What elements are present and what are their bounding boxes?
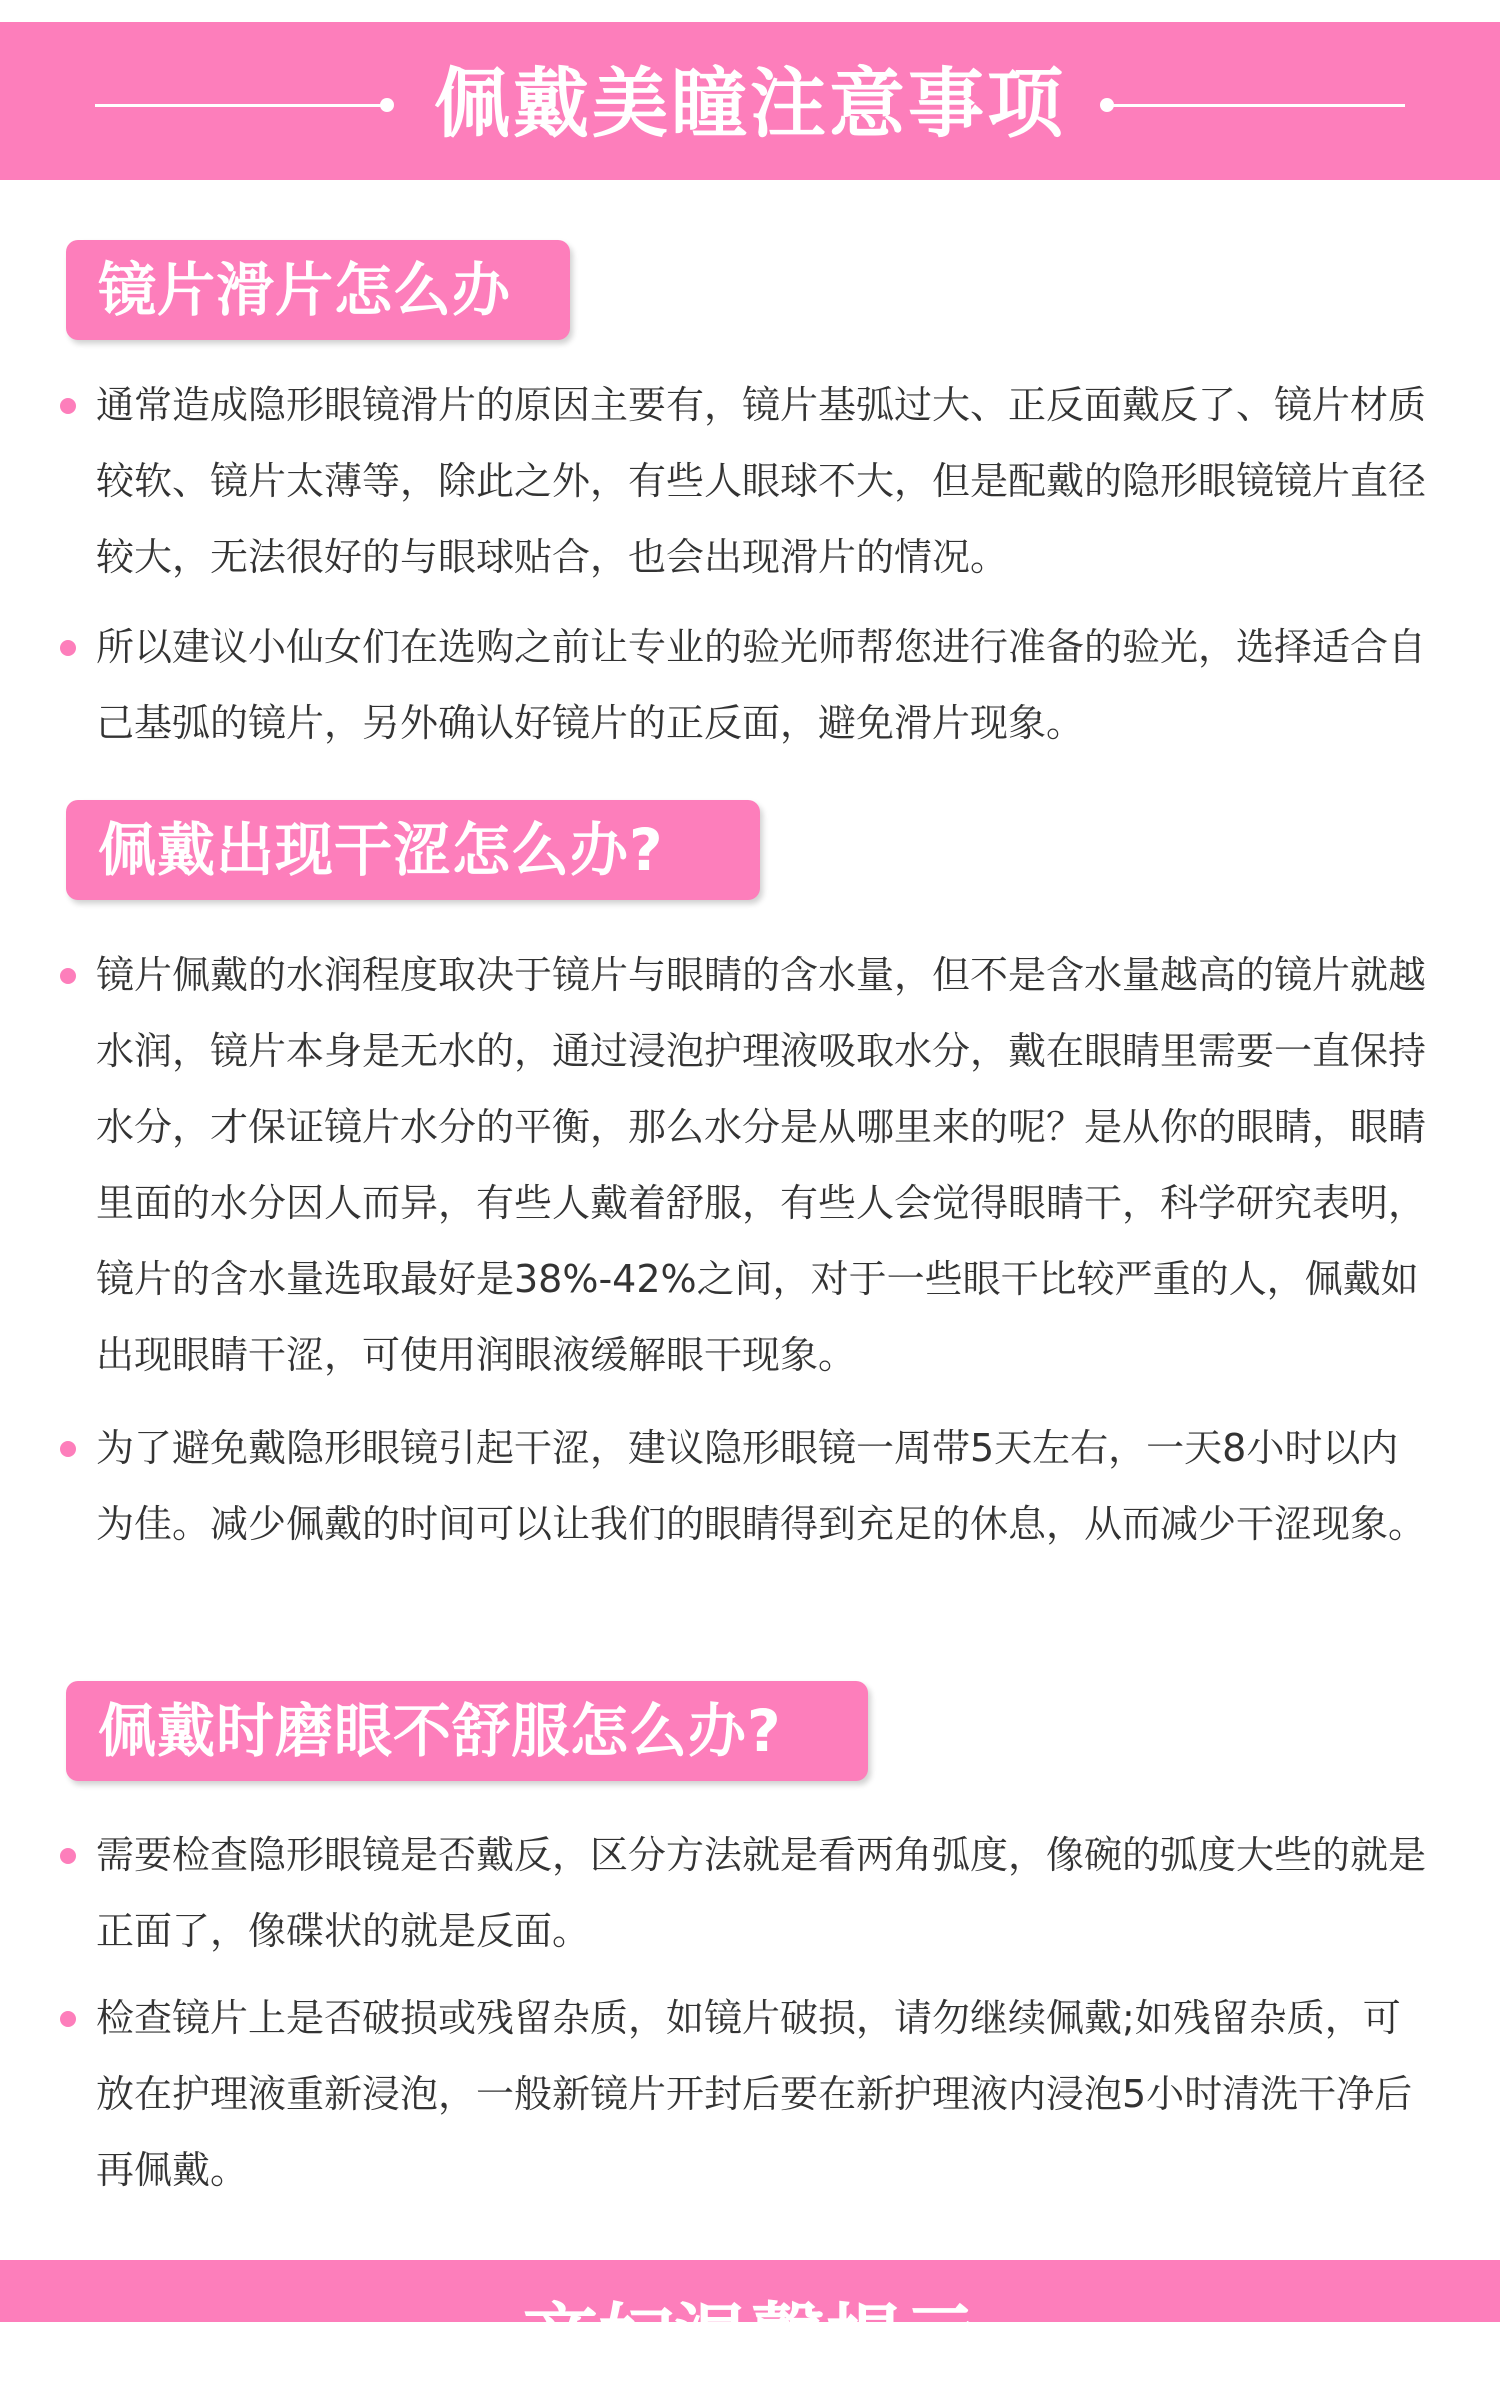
- bullet-icon: [60, 1441, 76, 1457]
- divider-line: [1113, 104, 1405, 107]
- footer-title: 产妇温馨提示: [522, 2295, 978, 2384]
- paragraph: 需要检查隐形眼镜是否戴反，区分方法就是看两角弧度，像碗的弧度大些的就是正面了，像碟状的就是反面。: [96, 1833, 1427, 1953]
- paragraph: 镜片佩戴的水润程度取决于镜片与眼睛的含水量，但不是含水量越高的镜片就越水润，镜片本身是无水的，通过浸泡护理液吸取水分，戴在眼睛里需要一直保持水分，才保证镜片水分的平衡，那么水分是从哪里来的呢？是从你的眼睛，眼睛里面的水分因人而异，有些人戴着舒服，有些人会觉得眼睛干，科学研究表明，镜片的含水量选取最好是38%-42%之间，对于一些眼干比较严重的人，佩戴如出现眼睛干涩，可使用润眼液缓解眼干现象。: [96, 953, 1427, 1377]
- bullet-icon: [60, 968, 76, 984]
- page-title: 佩戴美瞳注意事项: [434, 59, 1066, 148]
- section-heading-text: 佩戴出现干涩怎么办?: [98, 816, 664, 884]
- paragraph: 所以建议小仙女们在选购之前让专业的验光师帮您进行准备的验光，选择适合自己基弧的镜片，另外确认好镜片的正反面，避免滑片现象。: [96, 625, 1427, 745]
- divider-dot: [1100, 98, 1114, 112]
- divider-dot: [380, 98, 394, 112]
- paragraph: 检查镜片上是否破损或残留杂质，如镜片破损，请勿继续佩戴;如残留杂质，可放在护理液重新浸泡，一般新镜片开封后要在新护理液内浸泡5小时清洗干净后再佩戴。: [96, 1996, 1413, 2192]
- paragraph: 通常造成隐形眼镜滑片的原因主要有，镜片基弧过大、正反面戴反了、镜片材质较软、镜片太薄等，除此之外，有些人眼球不大，但是配戴的隐形眼镜镜片直径较大，无法很好的与眼球贴合，也会出现滑片的情况。: [96, 383, 1427, 579]
- section-heading-discomfort: [66, 1681, 868, 1781]
- bullet-icon: [60, 640, 76, 656]
- footer-banner: [0, 2260, 1500, 2384]
- bullet-icon: [60, 1848, 76, 1864]
- section-heading-dryness: [66, 800, 760, 900]
- paragraph: 为了避免戴隐形眼镜引起干涩，建议隐形眼镜一周带5天左右，一天8小时以内为佳。减少佩戴的时间可以让我们的眼睛得到充足的休息，从而减少干涩现象。: [96, 1426, 1427, 1546]
- bullet-icon: [60, 2011, 76, 2027]
- header-banner: [0, 22, 1500, 180]
- section-heading-slipping: [66, 240, 570, 340]
- bullet-icon: [60, 398, 76, 414]
- divider-line: [95, 104, 382, 107]
- section-heading-text: 佩戴时磨眼不舒服怎么办?: [98, 1697, 782, 1765]
- section-heading-text: 镜片滑片怎么办: [98, 256, 512, 324]
